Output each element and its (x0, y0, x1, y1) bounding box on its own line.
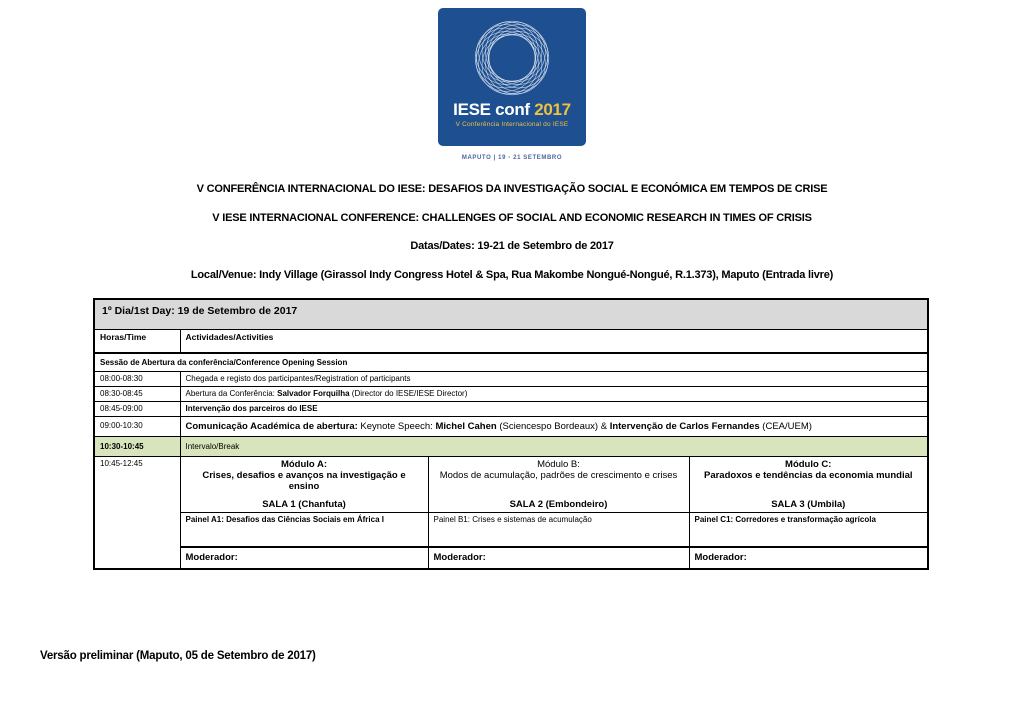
moderator-row (94, 547, 928, 569)
day-title-cell: 1º Dia/1st Day: 19 de Setembro de 2017 (94, 299, 928, 329)
keynote-speaker: Michel Cahen (435, 420, 497, 432)
module-a-label: Módulo A: (280, 458, 328, 470)
column-header-row (94, 329, 928, 353)
schedule-row-break (94, 436, 928, 456)
session-header-cell: Sessão de Abertura da conferência/Conference Opening Session (94, 353, 928, 371)
spirograph-rings-icon (466, 12, 558, 104)
logo-title-main: IESE conf (453, 100, 530, 119)
keynote-label: Comunicação Académica de abertura: (185, 420, 358, 432)
conference-title-pt: V CONFERÊNCIA INTERNACIONAL DO IESE: DESAFIOS DA INVESTIGAÇÃO SOCIAL E ECONÓMICA EM TEMPOS DE CRISE (196, 183, 828, 195)
module-header-row (94, 456, 928, 512)
logo-block (0, 8, 1024, 161)
conference-title-en: V IESE INTERNACIONAL CONFERENCE: CHALLENGES OF SOCIAL AND ECONOMIC RESEARCH IN TIMES OF CRISIS (212, 211, 812, 224)
activity-text: (Director do IESE/IESE Director) (349, 388, 468, 398)
moderator-b-cell: Moderador: (428, 547, 689, 569)
module-b-header (428, 456, 689, 512)
time-cell: 08:45-09:00 (94, 401, 180, 416)
panel-a-cell: Painel A1: Desafios das Ciências Sociais em África I (180, 512, 428, 547)
schedule-row-keynote (94, 416, 928, 436)
keynote-text: (Sciencespo Bordeaux) & (496, 420, 610, 432)
module-a-header (180, 456, 428, 512)
speaker-name: Salvador Forquilha (277, 388, 350, 398)
iese-conf-logo (438, 8, 586, 146)
module-a-theme: Crises, desafios e avanços na investigação e ensino (202, 469, 406, 492)
schedule-table (93, 298, 929, 570)
moderator-a-cell: Moderador: (180, 547, 428, 569)
logo-tagline: MAPUTO | 19 - 21 SETEMBRO (461, 155, 563, 161)
time-cell-modules: 10:45-12:45 (94, 456, 180, 569)
schedule-row-opening (94, 386, 928, 401)
module-b-theme: Modos de acumulação, padrões de crescimento e crises (439, 469, 678, 481)
module-c-header (689, 456, 928, 512)
time-cell: 09:00-10:30 (94, 416, 180, 436)
schedule-row-registration (94, 371, 928, 386)
keynote-text: Keynote Speech: (357, 420, 436, 432)
session-header-row (94, 353, 928, 371)
module-c-room: SALA 3 (Umbila) (771, 498, 846, 510)
keynote-intervention: Intervenção de Carlos Fernandes (609, 420, 760, 432)
time-cell: 08:30-08:45 (94, 386, 180, 401)
col-header-activities: Actividades/Activities (180, 329, 928, 353)
conference-dates: Datas/Dates: 19-21 de Setembro de 2017 (410, 240, 614, 252)
module-b-room: SALA 2 (Embondeiro) (509, 498, 608, 510)
activity-cell: Intervenção dos parceiros do IESE (180, 401, 928, 416)
activity-cell: Chegada e registo dos participantes/Registration of participants (180, 371, 928, 386)
time-cell: 08:00-08:30 (94, 371, 180, 386)
module-b-label: Módulo B: (537, 458, 580, 470)
document-headings (0, 183, 1024, 297)
conference-venue: Local/Venue: Indy Village (Girassol Indy Congress Hotel & Spa, Rua Makombe Nongué-Nongué, R.1.373), Maputo (Entrada livre) (190, 268, 834, 281)
moderator-c-cell: Moderador: (689, 547, 928, 569)
logo-title-year: 2017 (529, 100, 571, 119)
panel-b-cell: Painel B1: Crises e sistemas de acumulação (428, 512, 689, 547)
panel-c-cell: Painel C1: Corredores e transformação agrícola (689, 512, 928, 547)
activity-cell (180, 386, 928, 401)
logo-title (453, 101, 571, 118)
time-cell: 10:30-10:45 (94, 436, 180, 456)
module-c-theme: Paradoxos e tendências da economia mundial (703, 469, 913, 481)
module-c-label: Módulo C: (785, 458, 832, 470)
version-note: Versão preliminar (Maputo, 05 de Setembro de 2017) (40, 650, 316, 662)
schedule-row-partners (94, 401, 928, 416)
logo-subtitle: V Conferência Internacional do IESE (455, 121, 569, 128)
break-cell: Intervalo/Break (180, 436, 928, 456)
schedule-table-container (93, 298, 929, 570)
col-header-time: Horas/Time (94, 329, 180, 353)
panel-row (94, 512, 928, 547)
day-title-row (94, 299, 928, 329)
keynote-text: (CEA/UEM) (759, 420, 812, 432)
module-a-room: SALA 1 (Chanfuta) (262, 498, 346, 510)
activity-cell (180, 416, 928, 436)
activity-text: Abertura da Conferência: (185, 388, 278, 398)
